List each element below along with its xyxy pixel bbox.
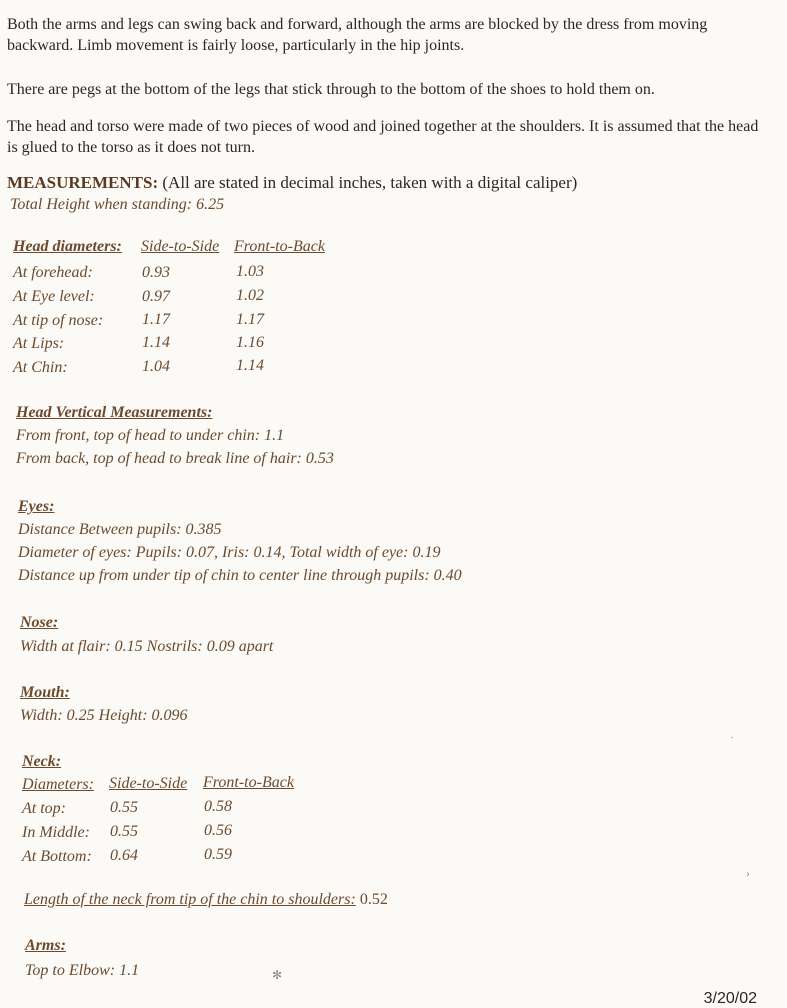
neck-length: [24, 890, 388, 910]
head-col-side-to-side: Side-to-Side: [141, 238, 220, 255]
row-label: At top:: [22, 800, 66, 817]
row-front: 1.17: [236, 311, 264, 328]
scan-speck-mark: ›: [746, 866, 750, 880]
row-front: 0.56: [204, 822, 232, 839]
measurements-heading: [7, 173, 577, 193]
paragraph-pegs: There are pegs at the bottom of the legs that stick through to the bottom of the shoes to hold them on.: [7, 81, 655, 98]
arms-title: Arms:: [25, 937, 66, 954]
eyes-distance-up: Distance up from under tip of chin to center line through pupils: 0.40: [18, 567, 462, 584]
row-front: 0.59: [204, 846, 232, 863]
head-vertical-front: From front, top of head to under chin: 1.1: [16, 427, 285, 444]
row-label: At tip of nose:: [13, 312, 104, 329]
nose-width: Width at flair: 0.15 Nostrils: 0.09 apart: [20, 638, 274, 655]
head-vertical-back: From back, top of head to break line of hair: 0.53: [16, 450, 334, 467]
row-label: At forehead:: [13, 264, 93, 281]
measurements-label: MEASUREMENTS:: [7, 173, 159, 192]
row-side: 1.17: [142, 311, 170, 328]
head-vertical-title: Head Vertical Measurements:: [16, 404, 213, 421]
row-label: At Chin:: [13, 359, 68, 376]
row-side: 0.97: [142, 288, 170, 305]
row-side: 0.64: [110, 847, 138, 864]
row-side: 0.55: [110, 823, 138, 840]
row-label: At Lips:: [13, 335, 65, 352]
neck-col-side-to-side: Side-to-Side: [109, 775, 188, 792]
row-front: 1.03: [236, 263, 264, 280]
mouth-title: Mouth:: [20, 684, 70, 701]
mouth-size: Width: 0.25 Height: 0.096: [20, 707, 188, 724]
head-col-front-to-back: Front-to-Back: [234, 238, 325, 255]
neck-title: Neck:: [22, 753, 62, 770]
scan-speck-mark: ·: [730, 730, 734, 744]
row-side: 0.93: [142, 264, 170, 281]
neck-length-value: 0.52: [359, 891, 388, 908]
neck-diameters-label: Diameters:: [22, 776, 94, 793]
row-label: At Bottom:: [22, 848, 92, 865]
row-front: 0.58: [204, 798, 232, 815]
paragraph-limb-movement: Both the arms and legs can swing back and forward, although the arms are blocked by the dress from moving backward. Limb movement is fairly loose, particularly in the hip joints.: [7, 16, 708, 54]
measurements-note: (All are stated in decimal inches, taken with a digital caliper): [162, 173, 578, 192]
neck-col-front-to-back: Front-to-Back: [203, 774, 294, 791]
row-side: 1.14: [142, 334, 170, 351]
total-height: Total Height when standing: 6.25: [10, 196, 225, 213]
neck-length-label: Length of the neck from tip of the chin to shoulders:: [24, 891, 356, 908]
row-label: At Eye level:: [13, 288, 95, 305]
paragraph-head-torso: The head and torso were made of two pieces of wood and joined together at the shoulders. It is assumed that the head is glued to the torso as it does not turn.: [7, 118, 759, 156]
eyes-diameter: Diameter of eyes: Pupils: 0.07, Iris: 0.14, Total width of eye: 0.19: [18, 544, 441, 561]
eyes-title: Eyes:: [18, 498, 55, 515]
row-front: 1.14: [236, 357, 264, 374]
row-front: 1.16: [236, 334, 264, 351]
nose-title: Nose:: [20, 614, 59, 631]
row-front: 1.02: [236, 287, 264, 304]
head-diameters-title: Head diameters:: [13, 238, 122, 255]
scan-speck-mark: ✻: [272, 968, 283, 982]
arms-top-to-elbow: Top to Elbow: 1.1: [25, 962, 140, 979]
eyes-pupil-distance: Distance Between pupils: 0.385: [18, 521, 222, 538]
row-side: 1.04: [142, 358, 170, 375]
page-date: 3/20/02: [703, 990, 757, 1007]
row-side: 0.55: [110, 799, 138, 816]
row-label: In Middle:: [22, 824, 90, 841]
